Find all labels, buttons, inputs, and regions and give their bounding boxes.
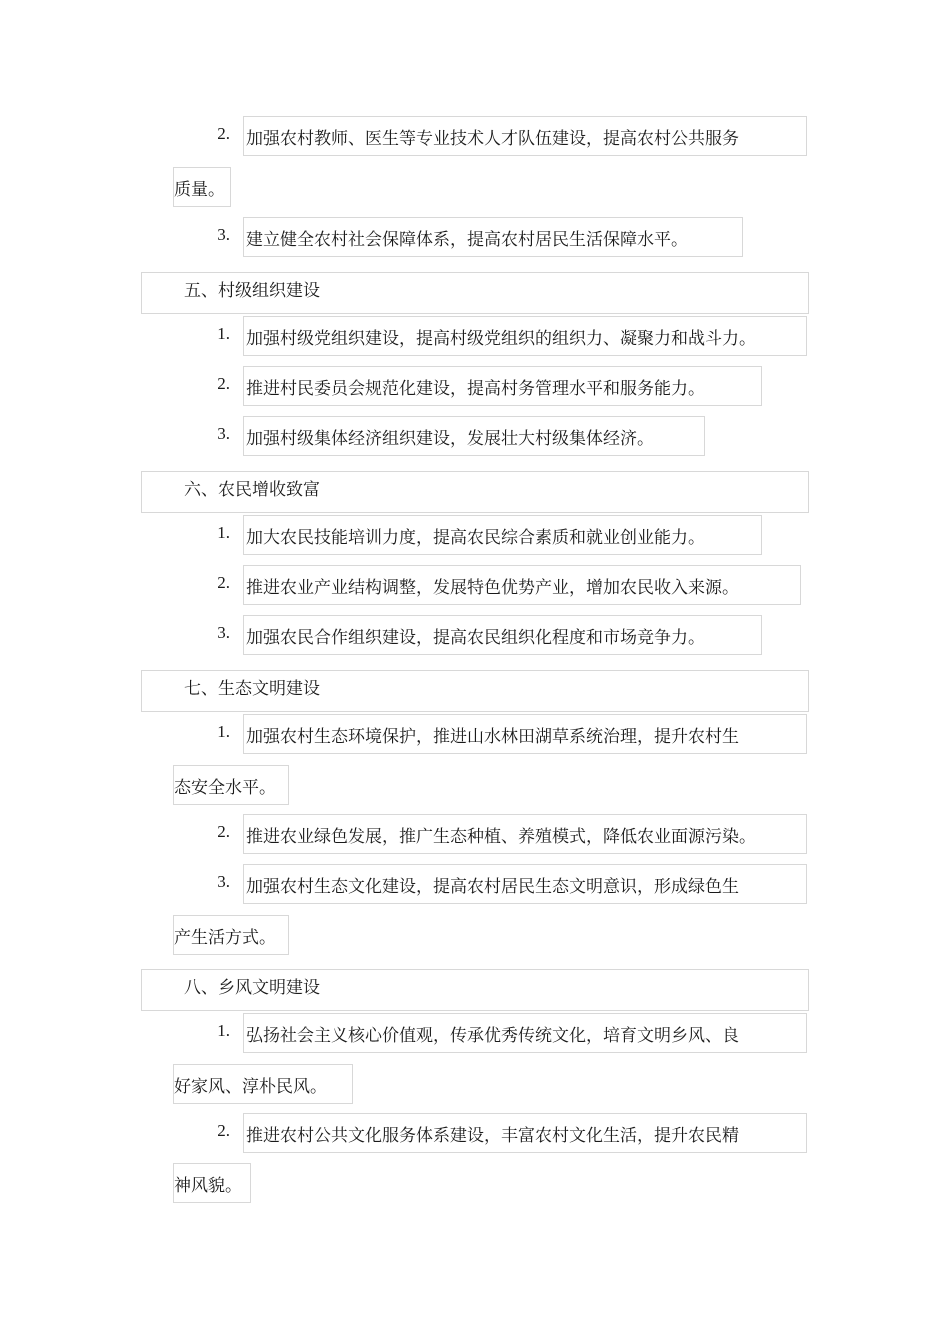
- item-text: 弘扬社会主义核心价值观，传承优秀传统文化，培育文明乡风、良: [246, 1026, 739, 1046]
- section-heading-text: 七、生态文明建设: [184, 679, 320, 699]
- section-heading: [141, 670, 809, 712]
- item-text: 加强农民合作组织建设，提高农民组织化程度和市场竞争力。: [246, 628, 705, 648]
- item-number: 2.: [217, 573, 230, 592]
- section-heading-text: 六、农民增收致富: [184, 480, 320, 500]
- item-number: 2.: [217, 124, 230, 143]
- item-number: 3.: [217, 424, 230, 443]
- item-number: 1.: [217, 324, 230, 343]
- item-number: 1.: [217, 523, 230, 542]
- item-number: 3.: [217, 623, 230, 642]
- section-heading: [141, 471, 809, 513]
- item-text: 加强农村生态环境保护，推进山水林田湖草系统治理，提升农村生: [246, 727, 739, 747]
- item-text: 推进农业产业结构调整，发展特色优势产业，增加农民收入来源。: [246, 578, 739, 598]
- section-heading: [141, 969, 809, 1011]
- item-number: 3.: [217, 225, 230, 244]
- item-text: 建立健全农村社会保障体系，提高农村居民生活保障水平。: [246, 230, 688, 250]
- item-number: 2.: [217, 374, 230, 393]
- item-number: 3.: [217, 872, 230, 891]
- item-text: 推进农村公共文化服务体系建设，丰富农村文化生活，提升农民精: [246, 1126, 739, 1146]
- item-number: 2.: [217, 822, 230, 841]
- item-text: 加强农村教师、医生等专业技术人才队伍建设，提高农村公共服务: [246, 129, 739, 149]
- item-text-continued: 产生活方式。: [174, 928, 276, 948]
- item-text: 加强农村生态文化建设，提高农村居民生态文明意识，形成绿色生: [246, 877, 739, 897]
- item-number: 1.: [217, 1021, 230, 1040]
- item-text: 推进农业绿色发展，推广生态种植、养殖模式，降低农业面源污染。: [246, 827, 756, 847]
- item-text-continued: 好家风、淳朴民风。: [174, 1077, 327, 1097]
- section-heading: [141, 272, 809, 314]
- item-text: 加强村级党组织建设，提高村级党组织的组织力、凝聚力和战斗力。: [246, 329, 756, 349]
- item-text: 加大农民技能培训力度，提高农民综合素质和就业创业能力。: [246, 528, 705, 548]
- item-text-continued: 质量。: [174, 180, 225, 200]
- item-text: 加强村级集体经济组织建设，发展壮大村级集体经济。: [246, 429, 654, 449]
- item-text: 推进村民委员会规范化建设，提高村务管理水平和服务能力。: [246, 379, 705, 399]
- item-number: 1.: [217, 722, 230, 741]
- item-number: 2.: [217, 1121, 230, 1140]
- item-text-continued: 态安全水平。: [174, 778, 276, 798]
- section-heading-text: 八、乡风文明建设: [184, 978, 320, 998]
- section-heading-text: 五、村级组织建设: [184, 281, 320, 301]
- item-text-continued: 神风貌。: [174, 1176, 242, 1196]
